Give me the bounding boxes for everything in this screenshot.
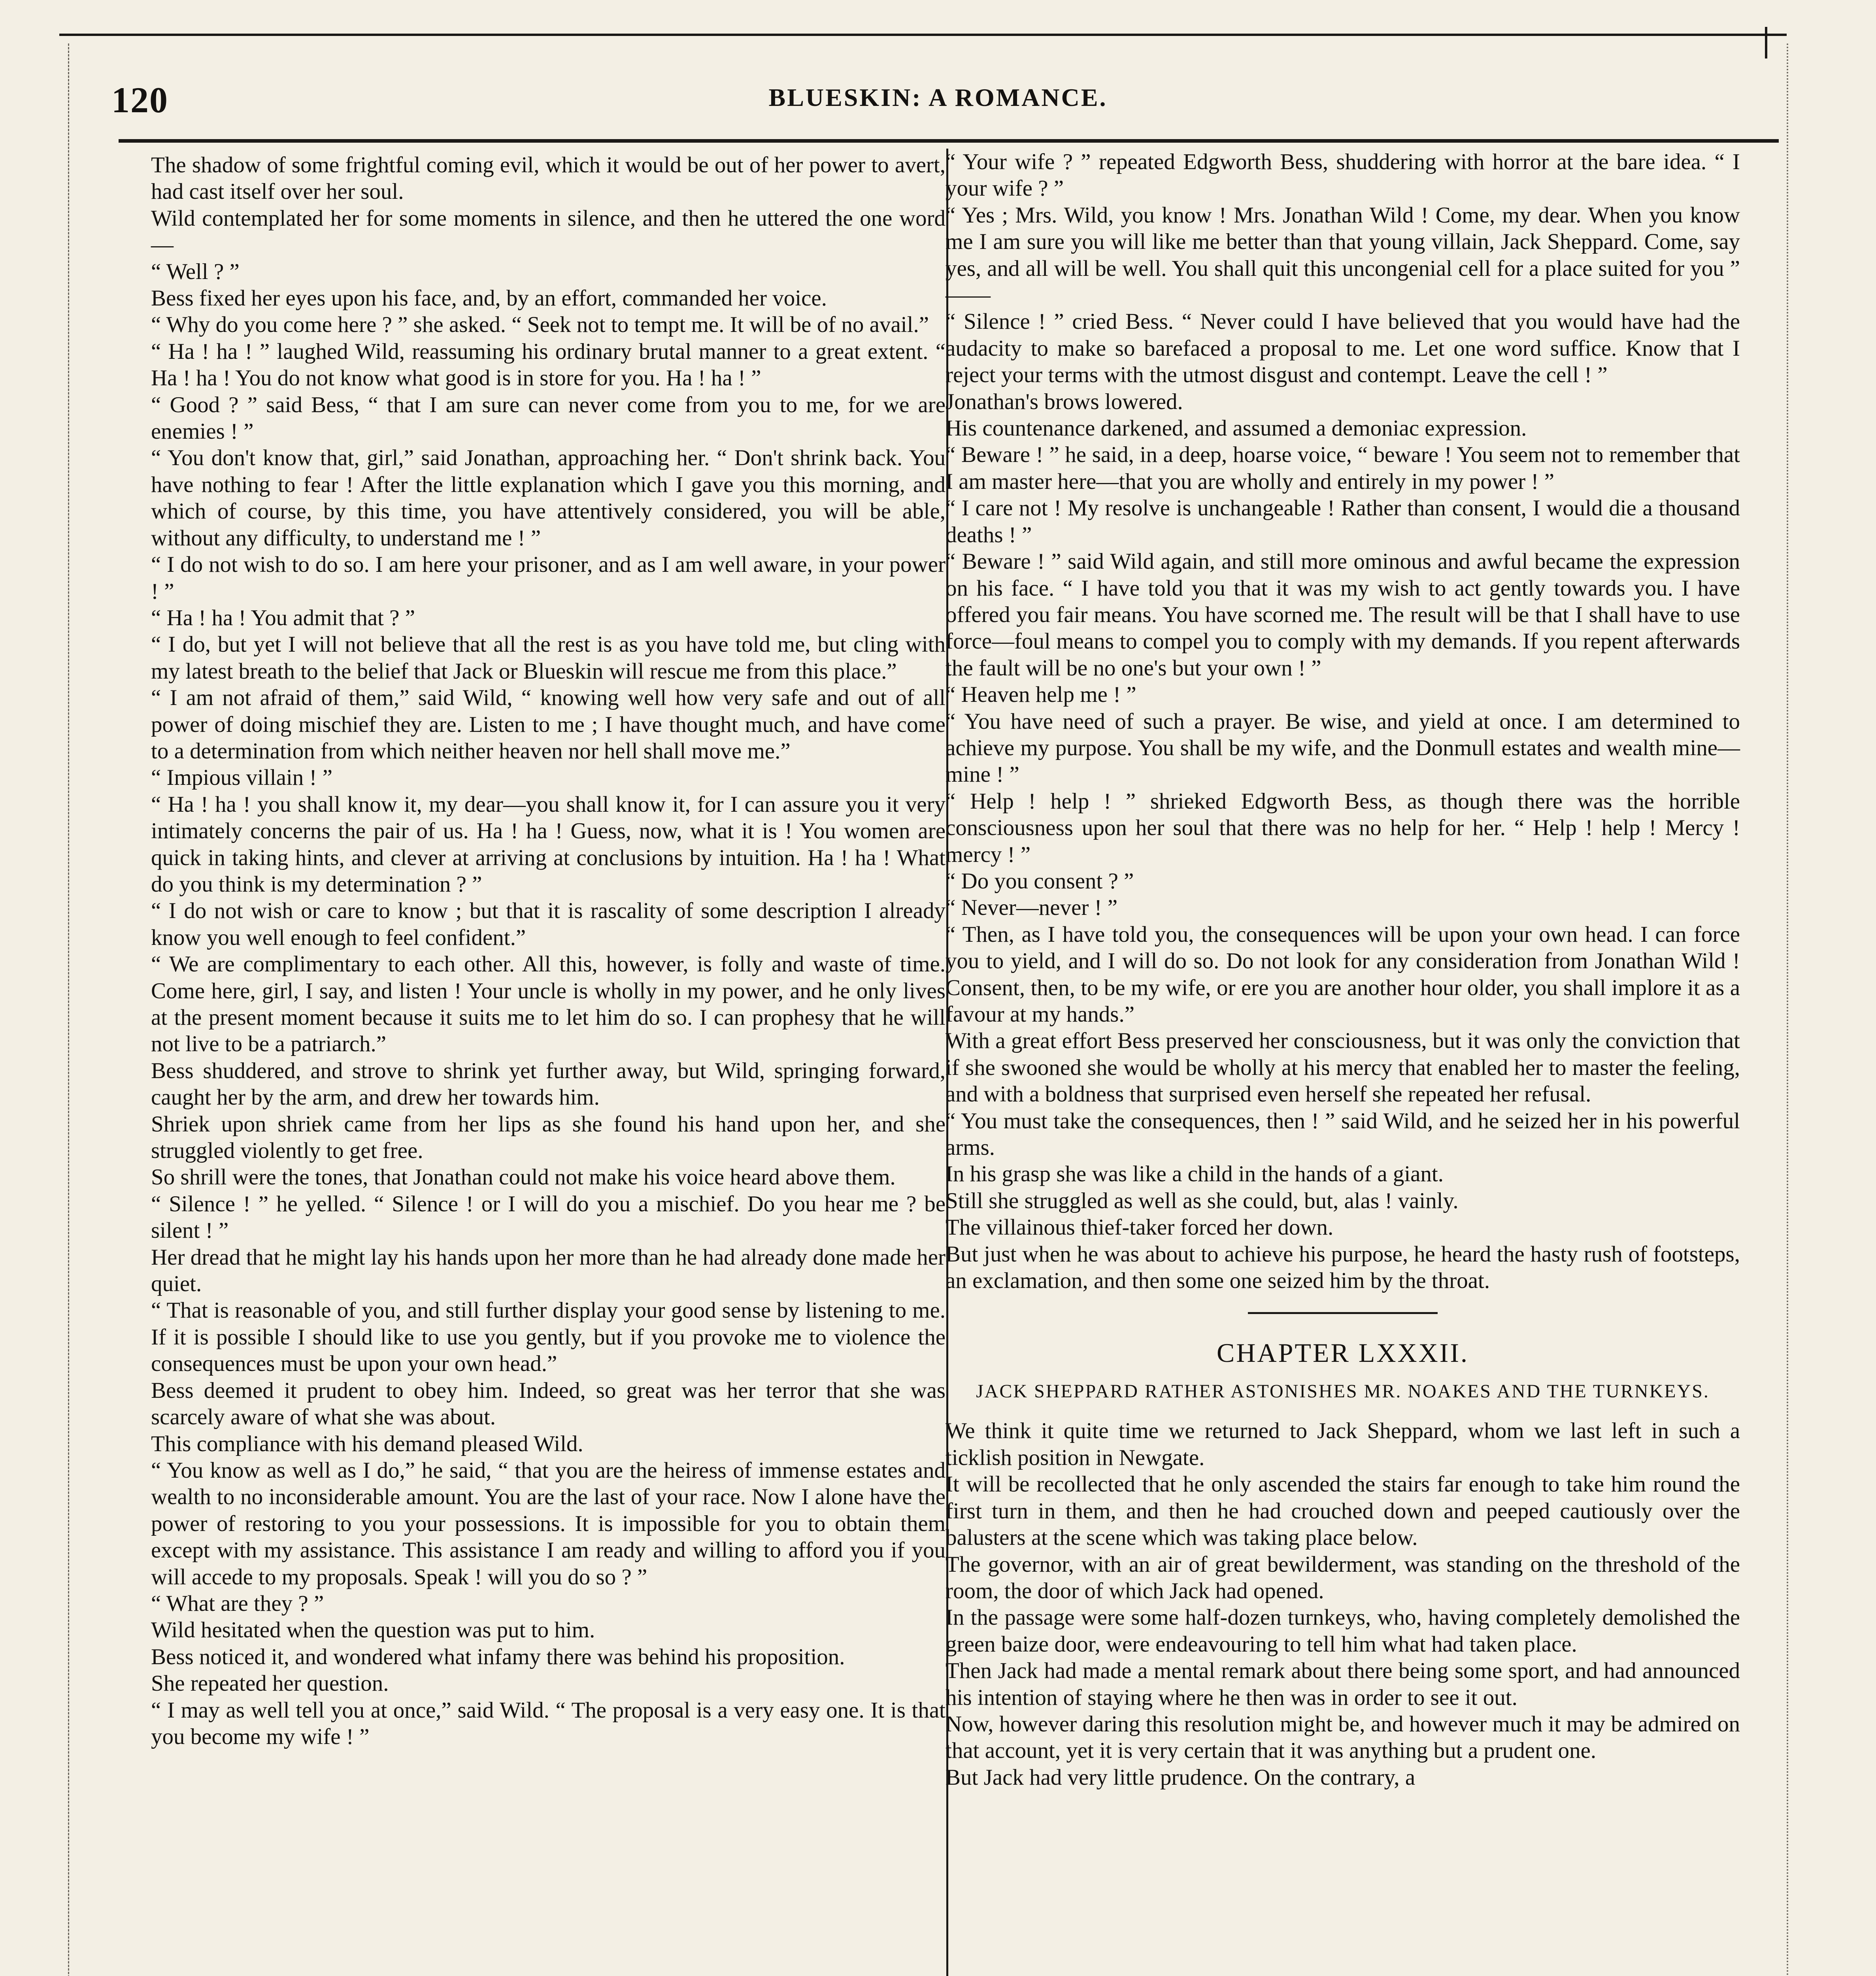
paragraph: The villainous thief-taker forced her down. [946, 1215, 1334, 1240]
paragraph: Bess noticed it, and wondered what infamy there was behind his proposition. [151, 1644, 845, 1669]
top-border-rule [59, 34, 1787, 36]
paragraph: “ Beware ! ” he said, in a deep, hoarse voice, “ beware ! You seem not to remember that I am master here—that you are wholly and entirely in my power ! ” [946, 442, 1740, 494]
paragraph: “ Yes ; Mrs. Wild, you know ! Mrs. Jonathan Wild ! Come, my dear. When you know me I am sure you will like me better than that young villain, Jack Sheppard. Come, say yes, and all will be well. You shall quit this uncongenial cell for a place suited for you ” —— [946, 202, 1740, 308]
paragraph: “ Ha ! ha ! ” laughed Wild, reassuming his ordinary brutal manner to a great extent. “ Ha ! ha ! You do not know what good is in store for you. Ha ! ha ! ” [151, 339, 946, 391]
paragraph: “ I am not afraid of them,” said Wild, “ knowing well how very safe and out of all power of doing mischief they are. Listen to me ; I have thought much, and have come to a determination from which neither heaven nor hell shall move me.” [151, 685, 946, 764]
paragraph: “ Silence ! ” cried Bess. “ Never could I have believed that you would have had the audacity to make so barefaced a proposal to me. Let one word suffice. Know that I reject your terms with the utmost disgust and contempt. Leave the cell ! ” [946, 309, 1740, 388]
running-head: BLUESKIN: A ROMANCE. [768, 83, 1108, 111]
paragraph: “ Beware ! ” said Wild again, and still more ominous and awful became the expression on his face. “ I have told you that it was my wish to act gently towards you. I have offered you fair means. You have scorned me. The result will be that I shall have to use force—foul means to compel you to comply with my demands. If you repent afterwards the fault will be no one's but your own ! ” [946, 549, 1740, 681]
paragraph: Now, however daring this resolution might be, and however much it may be admired on that account, yet it is very certain that it was anything but a prudent one. [946, 1711, 1740, 1763]
paragraph: With a great effort Bess preserved her consciousness, but it was only the conviction that if she swooned she would be wholly at his mercy that enabled her to master the feeling, and with a boldness that surprised even herself she repeated her refusal. [946, 1028, 1740, 1107]
paragraph: “ Why do you come here ? ” she asked. “ Seek not to tempt me. It will be of no avail.” [151, 312, 929, 338]
paragraph: “ I do not wish to do so. I am here your prisoner, and as I am well aware, in your power ! ” [151, 552, 946, 604]
paragraph: In his grasp she was like a child in the hands of a giant. [946, 1161, 1444, 1187]
top-border-tick [1765, 27, 1767, 58]
paragraph: But just when he was about to achieve his purpose, he heard the hasty rush of footsteps, an exclamation, and then some one seized him by the throat. [946, 1241, 1740, 1293]
paragraph: “ That is reasonable of you, and still further display your good sense by listening to me. If it is possible I should like to use you gently, but if you provoke me to violence the consequences must be upon your own head.” [151, 1298, 946, 1376]
paragraph: “ What are they ? ” [151, 1591, 324, 1616]
right-column [946, 149, 1740, 1791]
paragraph: “ We are complimentary to each other. All this, however, is folly and waste of time. Come here, girl, I say, and listen ! Your uncle is wholly in my power, and he only lives at the present moment because it suits me to let him do so. I can prophesy that he will not live to be a patriarch.” [151, 952, 946, 1057]
paragraph: “ I may as well tell you at once,” said Wild. “ The proposal is a very easy one. It is that you become my wife ! ” [151, 1697, 946, 1749]
paragraph: “ I care not ! My resolve is unchangeable ! Rather than consent, I would die a thousand deaths ! ” [946, 496, 1740, 547]
paragraph: “ Heaven help me ! ” [946, 682, 1136, 707]
paragraph: She repeated her question. [151, 1671, 389, 1696]
paragraph: This compliance with his demand pleased Wild. [151, 1431, 583, 1456]
paragraph: Her dread that he might lay his hands upon her more than he had already done made her quiet. [151, 1244, 946, 1297]
paragraph: “ Your wife ? ” repeated Edgworth Bess, shuddering with horror at the bare idea. “ I your wife ? ” [946, 149, 1740, 201]
paragraph: Bess fixed her eyes upon his face, and, by an effort, commanded her voice. [151, 286, 827, 311]
paragraph: “ You must take the consequences, then ! ” said Wild, and he seized her in his powerful arms. [946, 1108, 1740, 1160]
header-rule [119, 139, 1779, 143]
chapter-separator-rule [1248, 1312, 1438, 1314]
paragraph: “ Good ? ” said Bess, “ that I am sure can never come from you to me, for we are enemies ! ” [151, 392, 946, 444]
paragraph: Jonathan's brows lowered. [946, 389, 1183, 414]
paragraph: “ You don't know that, girl,” said Jonathan, approaching her. “ Don't shrink back. You have nothing to fear ! After the little explanation which I gave you this morning, and which of course, by this time, you have attentively considered, you will be able, without any difficulty, to understand me ! ” [151, 445, 946, 551]
paragraph: In the passage were some half-dozen turnkeys, who, having completely demolished the green baize door, were endeavouring to tell him what had taken place. [946, 1605, 1740, 1657]
chapter-subtitle: JACK SHEPPARD RATHER ASTONISHES MR. NOAKES AND THE TURNKEYS. [976, 1381, 1710, 1402]
paragraph: Wild hesitated when the question was put to him. [151, 1618, 595, 1643]
paragraph: So shrill were the tones, that Jonathan could not make his voice heard above them. [151, 1165, 896, 1190]
paragraph: His countenance darkened, and assumed a demoniac expression. [946, 416, 1527, 441]
chapter-body [946, 1418, 1740, 1791]
page-number: 120 [111, 80, 168, 120]
left-column [151, 152, 946, 1750]
paragraph: Then Jack had made a mental remark about there being some sport, and had announced his intention of staying where he then was in order to see it out. [946, 1658, 1740, 1710]
paragraph: “ You know as well as I do,” he said, “ that you are the heiress of immense estates and wealth to no inconsiderable amount. You are the last of your race. Now I alone have the power of restoring to you your possessions. It is impossible for you to obtain them except with my assistance. This assistance I am ready and willing to afford you if you will accede to my proposals. Speak ! will you do so ? ” [151, 1457, 946, 1589]
paragraph: Still she struggled as well as she could, but, alas ! vainly. [946, 1188, 1459, 1213]
left-page-edge [68, 43, 69, 1976]
paragraph: “ You have need of such a prayer. Be wise, and yield at once. I am determined to achieve my purpose. You shall be my wife, and the Donmull estates and wealth mine—mine ! ” [946, 709, 1740, 787]
paragraph: “ I do not wish or care to know ; but that it is rascality of some description I already know you well enough to feel confident.” [151, 898, 946, 950]
paragraph: “ Ha ! ha ! You admit that ? ” [151, 605, 415, 630]
paragraph: “ I do, but yet I will not believe that all the rest is as you have told me, but cling with my latest breath to the belief that Jack or Blueskin will rescue me from this place.” [151, 632, 946, 684]
chapter-title: CHAPTER LXXXII. [1217, 1338, 1469, 1368]
paragraph: It will be recollected that he only ascended the stairs far enough to take him round the first turn in them, and then he had crouched down and peeped cautiously over the balusters at the scene which was taking place below. [946, 1472, 1740, 1550]
paragraph: Wild contemplated her for some moments in silence, and then he uttered the one word— [151, 206, 946, 258]
paragraph: “ Then, as I have told you, the consequences will be upon your own head. I can force you to yield, and I will do so. Do not look for any consideration from Jonathan Wild ! Consent, then, to be my wife, or ere you are another hour older, you shall implore it as a favour at my hands.” [946, 922, 1740, 1027]
paragraph: Bess shuddered, and strove to shrink yet further away, but Wild, springing forward, caught her by the arm, and drew her towards him. [151, 1058, 946, 1110]
paragraph: “ Do you consent ? ” [946, 868, 1134, 894]
right-column-body [946, 149, 1740, 1294]
paragraph: “ Well ? ” [151, 259, 240, 284]
paragraph: “ Silence ! ” he yelled. “ Silence ! or I will do you a mischief. Do you hear me ? be silent ! ” [151, 1191, 946, 1243]
paragraph: We think it quite time we returned to Jack Sheppard, whom we last left in such a ticklish position in Newgate. [946, 1418, 1740, 1470]
paragraph: Bess deemed it prudent to obey him. Indeed, so great was her terror that she was scarcely aware of what she was about. [151, 1378, 946, 1430]
paragraph: The governor, with an air of great bewilderment, was standing on the threshold of the room, the door of which Jack had opened. [946, 1552, 1740, 1603]
paragraph: “ Never—never ! ” [946, 895, 1118, 920]
paragraph: “ Ha ! ha ! you shall know it, my dear—you shall know it, for I can assure you it very intimately concerns the pair of us. Ha ! ha ! Guess, now, what it is ! You women are quick in taking hints, and clever at arriving at conclusions by intuition. Ha ! ha ! What do you think is my determination ? ” [151, 792, 946, 897]
paragraph: The shadow of some frightful coming evil, which it would be out of her power to avert, had cast itself over her soul. [151, 153, 946, 204]
right-page-edge [1787, 43, 1788, 1976]
paragraph: “ Impious villain ! ” [151, 765, 333, 790]
paragraph: But Jack had very little prudence. On the contrary, a [946, 1765, 1415, 1790]
paragraph: Shriek upon shriek came from her lips as she found his hand upon her, and she struggled violently to get free. [151, 1111, 946, 1163]
paragraph: “ Help ! help ! ” shrieked Edgworth Bess, as though there was the horrible consciousness upon her soul that there was no help for her. “ Help ! help ! Mercy ! mercy ! ” [946, 788, 1740, 867]
